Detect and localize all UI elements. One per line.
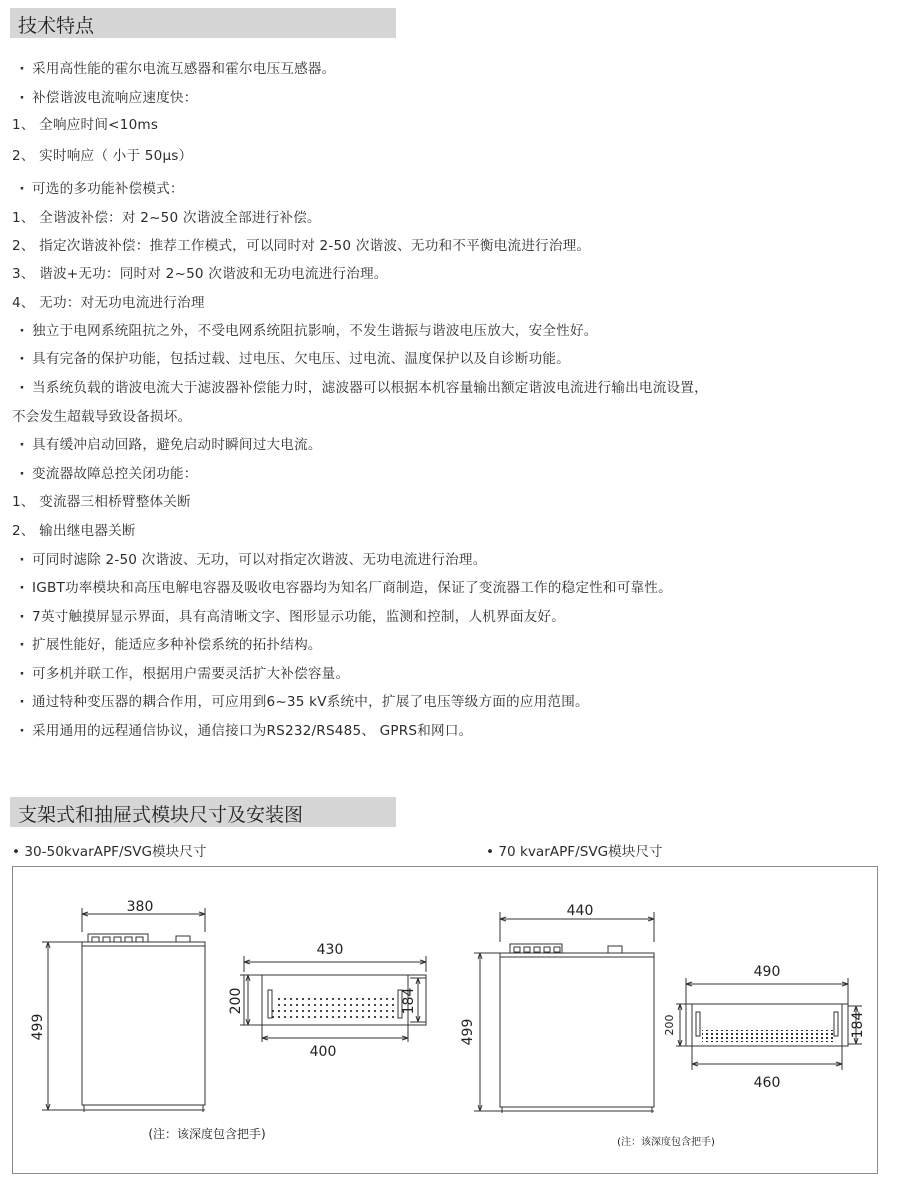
left-front-view xyxy=(240,956,426,1042)
feature-bullet-item: · 通过特种变压器的耦合作用，可应用到6~35 kV系统中，扩展了电压等级方面的应用范围。 xyxy=(12,690,589,710)
feature-sub-item: 3、 谐波+无功：同时对 2~50 次谐波和无功电流进行治理。 xyxy=(12,266,388,282)
right-front-height-label: 200 xyxy=(663,1014,676,1036)
feature-sub-item: 2、 实时响应（ 小于 50μs） xyxy=(12,148,193,164)
right-side-view xyxy=(474,912,654,1113)
right-front-inner-height-label: 184 xyxy=(850,1011,866,1039)
feature-sub-item: 不会发生超载导致设备损坏。 xyxy=(12,409,192,425)
left-front-inner-width-label: 400 xyxy=(309,1044,337,1060)
feature-sub-item: 1、 全响应时间<10ms xyxy=(12,117,159,133)
section-title: 支架式和抽屉式模块尺寸及安装图 xyxy=(18,804,304,826)
left-front-inner-height-label: 184 xyxy=(401,987,417,1015)
left-front-width-label: 430 xyxy=(316,942,344,958)
feature-bullet-item: · 可多机并联工作，根据用户需要灵活扩大补偿容量。 xyxy=(12,662,349,682)
feature-bullet-item: · 扩展性能好，能适应多种补偿系统的拓扑结构。 xyxy=(12,633,322,653)
feature-bullet-item: · 具有完备的保护功能，包括过载、过电压、欠电压、过电流、温度保护以及自诊断功能。 xyxy=(12,347,570,367)
section-title: 技术特点 xyxy=(18,15,95,37)
feature-bullet-item: · IGBT功率模块和高压电解电容器及吸收电容器均为知名厂商制造，保证了变流器工作的稳定性和可靠性。 xyxy=(12,576,672,596)
left-side-view xyxy=(42,908,205,1112)
left-top-width-label: 380 xyxy=(126,899,154,915)
left-module-caption: • 30-50kvarAPF/SVG模块尺寸 xyxy=(12,844,207,860)
feature-sub-item: 2、 指定次谐波补偿：推荐工作模式，可以同时对 2-50 次谐波、无功和不平衡电流进行治理。 xyxy=(12,238,591,254)
feature-sub-item: 1、 全谐波补偿：对 2~50 次谐波全部进行补偿。 xyxy=(12,210,321,226)
feature-bullet-item: · 可选的多功能补偿模式： xyxy=(12,177,184,197)
feature-bullet-item: · 补偿谐波电流响应速度快： xyxy=(12,86,198,106)
left-depth-note: (注：该深度包含把手) xyxy=(148,1127,266,1141)
left-front-height-label: 200 xyxy=(228,987,244,1015)
right-module-caption: • 70 kvarAPF/SVG模块尺寸 xyxy=(486,844,663,860)
feature-bullet-item: · 7英寸触摸屏显示界面，具有高清晰文字、图形显示功能，监测和控制，人机界面友好。 xyxy=(12,605,565,625)
right-front-width-label: 490 xyxy=(753,964,781,980)
feature-bullet-item: · 采用通用的远程通信协议，通信接口为RS232/RS485、 GPRS和网口。 xyxy=(12,719,472,739)
left-height-label: 499 xyxy=(30,1013,46,1041)
feature-bullet-item: · 当系统负载的谐波电流大于滤波器补偿能力时，滤波器可以根据本机容量输出额定谐波电流进行输出电流设置， xyxy=(12,376,708,396)
feature-bullet-item: · 可同时滤除 2-50 次谐波、无功，可以对指定次谐波、无功电流进行治理。 xyxy=(12,548,487,568)
right-front-inner-width-label: 460 xyxy=(753,1075,781,1091)
feature-bullet-item: · 采用高性能的霍尔电流互感器和霍尔电压互感器。 xyxy=(12,57,335,77)
feature-sub-item: 1、 变流器三相桥臂整体关断 xyxy=(12,494,191,510)
feature-sub-item: 4、 无功：对无功电流进行治理 xyxy=(12,295,205,311)
right-height-label: 499 xyxy=(460,1018,476,1046)
feature-bullet-item: · 具有缓冲启动回路，避免启动时瞬间过大电流。 xyxy=(12,433,322,453)
feature-sub-item: 2、 输出继电器关断 xyxy=(12,523,136,539)
feature-bullet-item: · 独立于电网系统阻抗之外，不受电网系统阻抗影响，不发生谐振与谐波电压放大，安全性好。 xyxy=(12,319,598,339)
right-top-width-label: 440 xyxy=(566,903,594,919)
right-depth-note: (注：该深度包含把手) xyxy=(617,1137,715,1148)
feature-bullet-item: · 变流器故障总控关闭功能： xyxy=(12,462,198,482)
right-front-view xyxy=(676,978,862,1070)
